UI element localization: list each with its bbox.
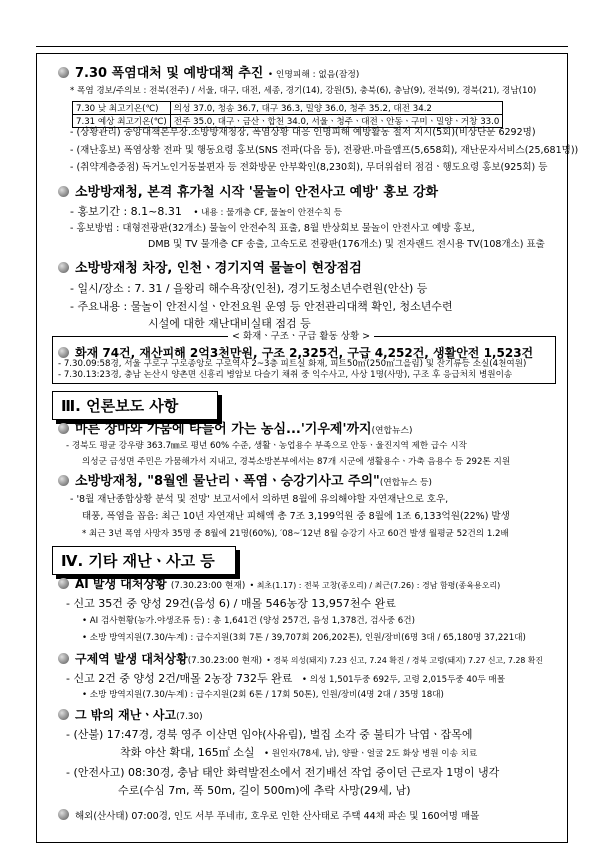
promo-period-text: - 홍보기간 : 8.1~8.31 [70,205,182,218]
heatwave-title-note: • 인명피해 : 없음(잠정) [267,70,360,80]
press-item-a-source: (연합뉴스) [371,426,413,436]
table-cell: 전주 35.0, 대구ㆍ금산ㆍ합천 34.0, 서울ㆍ청주ㆍ대전ㆍ안동ㆍ구미ㆍ밀양ㆍ거창 33.0 [170,115,503,128]
inspection-date: - 일시/장소 : 7. 31 / 을왕리 해수욕장(인천), 경기도청소년수련원(안산) 등 [70,282,428,295]
bullet-icon [58,67,69,78]
ai-title: AI 발생 대처상황 [75,577,167,591]
ai-line-3: • 소방 방역지원(7.30/누계) : 급수지원(3회 7톤 / 39,707회 206,202톤), 인원/장비(6명 3대 / 65,180명 37,221대) [82,633,526,643]
etc-time: (7.30) [176,712,203,722]
water-safety-title: 소방방재청, 본격 휴가철 시작 '물놀이 안전사고 예방' 홍보 강화 [75,185,439,200]
press-item-b-source: (연합뉴스 등) [379,478,432,488]
etc-1-line-2-text: 착화 야산 확대, 165㎡ 소실 [120,746,255,759]
bullet-icon [58,423,69,434]
top-rule [36,46,568,47]
etc-1-line-1: - (산불) 17:47경, 경북 영주 이산면 임야(사유림), 벌집 소각 중 불티가 낙엽ㆍ잡목에 [66,728,473,741]
fmd-line-2: • 소방 방역지원(7.30/누계) : 급수지원(2회 6톤 / 17회 50톤), 인원/장비(4명 2대 / 35명 18대) [82,690,444,700]
bullet-icon [58,347,69,358]
water-safety-heading [58,186,438,201]
ai-heading [58,578,500,592]
press-item-b-line1: - '8월 재난종합상황 분석 및 전망' 보고서에서 의하면 8월에 유의해야할 자연재난으로 호우, [70,494,449,505]
table-cell: 7.30 낮 최고기온(℃) [73,102,171,115]
press-item-a-line1: - 경북도 평균 강우량 363.7㎜로 평년 60% 수준, 생활ㆍ농업용수 부족으로 안동ㆍ울진지역 제한 급수 시작 [66,441,467,451]
ai-line-1: - 신고 35건 중 양성 29건(음성 6) / 매몰 546농장 13,957천수 완료 [66,597,396,610]
etc-3-line [58,809,479,823]
fire-summary-text: 화재 74건, 재산피해 2억3천만원, 구조 2,325건, 구급 4,252건, 생활안전 1,523건 [75,346,534,360]
heatwave-heading [58,67,359,82]
fmd-heading [58,653,543,667]
temperature-table [72,101,503,128]
bullet-icon [58,186,69,197]
table-cell: 의성 37.0, 청송 36.7, 대구 36.3, 밀양 36.0, 청주 35.2, 대전 34.2 [170,102,503,115]
heat-alert-line: * 폭염 경보/주의보 : 전북(전주) / 서울, 대구, 대전, 세종, 경기(14), 강원(5), 충북(6), 충남(9), 전북(9), 경북(21), 경남(10) [70,86,537,96]
bullet-icon [58,578,69,589]
table-cell: 7.31 예상 최고기온(℃) [73,115,171,128]
fmd-time: (7.30.23:00 현재) [187,656,263,666]
etc-title: 그 밖의 재난ㆍ사고 [75,708,177,722]
etc-2-line-2: 수로(수심 7m, 폭 50m, 길이 500m)에 추락 사망(29세, 남) [118,784,411,797]
bullet-icon [58,709,69,720]
fmd-line-1 [66,673,505,686]
promo-period-note: • 내용 : 물개층 CF, 물놀이 안전수칙 등 [193,208,343,218]
etc-1-line-2 [120,747,477,760]
press-item-a-title: 마른 장마와 가뭄에 타들어 가는 농심...'기우제'까지 [75,422,372,437]
section-4-title: Ⅳ. 기타 재난ㆍ사고 등 [52,546,236,575]
fmd-title: 구제역 발생 대처상황 [75,652,188,666]
press-item-b-line2: 태풍, 폭염을 꼽음: 최근 10년 자연재난 피해액 총 7조 3,199억원 중 8월에 1조 6,133억원(22%) 발생 [82,511,510,522]
bullet-icon [58,262,69,273]
list-item: - (상황관리) 중앙대책본부장․소방방재청장, 폭염상황 대응 인명피해 예방활동 철저 지시(5회)(비상단문 6292명) [70,127,536,138]
ai-time: (7.30.23:00 현재) [170,581,246,591]
fire-item-2: - 7.30.13:23경, 충남 논산시 양촌면 신흥리 병암보 다슬기 채취 중 익수사고, 사상 1명(사망), 구조 후 응급처치 병원이송 [58,370,513,380]
etc-2-line-1: - (안전사고) 08:30경, 충남 태안 화력발전소에서 전기배선 작업 중이던 근로자 1명이 냉각 [66,766,500,779]
heatwave-title: 7.30 폭염대처 및 예방대책 추진 [75,66,264,81]
inspection-content-2: 시설에 대한 재난대비실태 점검 등 [148,317,311,330]
press-item-a-heading [58,423,412,438]
bullet-icon [58,475,69,486]
fmd-line-1-note: • 의성 1,501두중 692두, 고령 2,015두중 40두 매몰 [301,675,505,685]
etc-heading [58,709,203,723]
inspection-content-1: - 주요내용 : 물놀이 안전시설ㆍ안전요원 운영 등 안전관리대책 확인, 청소년수련 [70,300,453,313]
etc-3-text: 해외(산사태) 07:00경, 인도 서부 푸네市, 호우로 인한 산사태로 주택 44채 파손 및 160여명 매몰 [75,811,480,822]
inspection-title: 소방방재청 차장, 인천ㆍ경기지역 물놀이 현장점검 [75,261,362,276]
etc-1-line-2-note: • 원인자(78세, 남), 양팔ㆍ얼굴 2도 화상 병원 이송 치료 [264,749,478,759]
promo-period [70,206,342,219]
press-item-b-line3: * 최근 3년 폭염 사망자 35명 중 8월에 21명(60%), ′08~′12년 8월 승강기 사고 60건 발생 월평균 52건의 1.2배 [82,529,509,539]
fmd-note: • 경북 의성(돼지) 7.23 신고, 7.24 확진 / 경북 고령(돼지) 7.27 신고, 7.28 확진 [266,656,543,665]
inspection-heading [58,262,362,277]
ai-line-2: • AI 검사현황(농가․야생조류 등) : 총 1,641건 (양성 257건, 음성 1,378건, 검사중 6건) [82,616,415,626]
list-item: - (재난홍보) 폭염상황 전파 및 행동요령 홍보(SNS 전파(다음 등), 전광판․마을앰프(5,658회), 재난문자서비스(25,681명)) [70,145,579,156]
press-item-b-heading [58,475,432,490]
list-item: - (취약계층중점) 독거노인거동불편자 등 전화방문 안부확인(8,230회), 무더위쉼터 점검ㆍ행도요령 홍보(925회) 등 [70,162,548,173]
press-item-a-line2: 의성군 금성면 주민은 가뭄해가서 지내고, 경북소방본부에서는 87개 시군에 생활용수ㆍ가축 음용수 등 292톤 지원 [82,457,511,467]
fire-item-1: - 7.30.09:58경, 서울 구로구 구로종앙로 구로역사 2~3층 피트실 화재, 피트50㎡(250㎡그을림) 및 잔기류등 소실(4천여원) [58,359,527,369]
table-row [73,115,503,128]
promo-method-line2: DMB 및 TV 물개층 CF 송출, 고속도로 전광판(176개소) 및 전자랜드 전시용 TV(108개소) 표출 [148,239,545,250]
fmd-line-1-text: - 신고 2건 중 양성 2건/매몰 2농장 732두 완료 [66,672,293,685]
table-row [73,102,503,115]
promo-method-line1: - 홍보방법 : 대형전광판(32개소) 물놀이 안전수칙 표출, 8월 반상회보 물놀이 안전사고 예방 홍보, [70,223,475,234]
fire-activity-header: < 화재ㆍ구조ㆍ구급 활동 상황 > [228,332,374,343]
bullet-icon [58,809,69,820]
bullet-icon [58,653,69,664]
ai-note: • 최초(1.17) : 전북 고창(종오리) / 최근(7.26) : 경남 함평(종육용오리) [249,581,501,590]
section-3-title: Ⅲ. 언론보도 사항 [52,391,218,420]
press-item-b-title: 소방방재청, "8월엔 물난리ㆍ폭염ㆍ승강기사고 주의" [75,474,380,489]
